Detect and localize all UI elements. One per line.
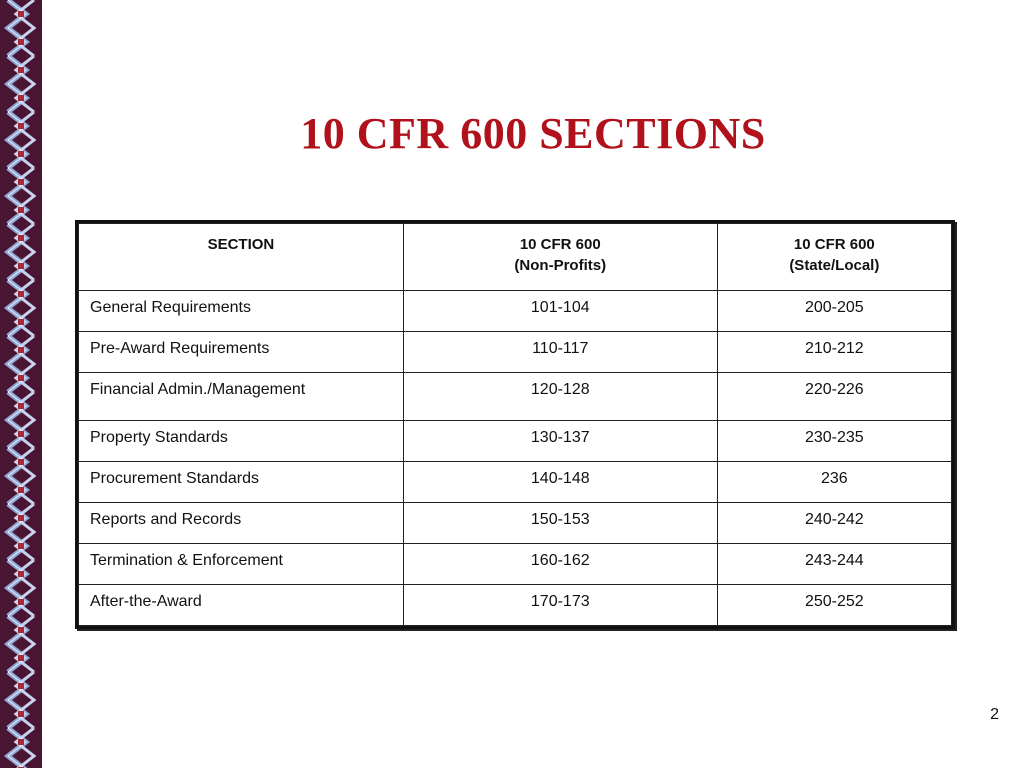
header-section: SECTION xyxy=(79,224,404,291)
table-row xyxy=(79,585,952,626)
header-state-local: 10 CFR 600 (State/Local) xyxy=(717,224,951,291)
row-section: Termination & Enforcement xyxy=(79,544,404,585)
row-nonprofit: 130-137 xyxy=(403,421,717,462)
row-section: General Requirements xyxy=(79,291,404,332)
table-row xyxy=(79,544,952,585)
row-state: 240-242 xyxy=(717,503,951,544)
table-row xyxy=(79,332,952,373)
row-state: 220-226 xyxy=(717,373,951,421)
row-nonprofit: 160-162 xyxy=(403,544,717,585)
row-state: 236 xyxy=(717,462,951,503)
row-section: Property Standards xyxy=(79,421,404,462)
table-row xyxy=(79,373,952,421)
sections-table xyxy=(75,220,955,629)
row-nonprofit: 170-173 xyxy=(403,585,717,626)
row-section: Procurement Standards xyxy=(79,462,404,503)
border-pattern xyxy=(0,0,42,768)
table-row xyxy=(79,421,952,462)
row-nonprofit: 140-148 xyxy=(403,462,717,503)
row-nonprofit: 110-117 xyxy=(403,332,717,373)
row-section: After-the-Award xyxy=(79,585,404,626)
table-row xyxy=(79,291,952,332)
row-section: Pre-Award Requirements xyxy=(79,332,404,373)
row-state: 230-235 xyxy=(717,421,951,462)
row-nonprofit: 101-104 xyxy=(403,291,717,332)
row-state: 200-205 xyxy=(717,291,951,332)
row-state: 250-252 xyxy=(717,585,951,626)
slide-title: 10 CFR 600 SECTIONS xyxy=(300,109,766,158)
header-nonprofits: 10 CFR 600 (Non-Profits) xyxy=(403,224,717,291)
row-nonprofit: 120-128 xyxy=(403,373,717,421)
table-header-row xyxy=(79,224,952,291)
page-number: 2 xyxy=(990,706,999,723)
row-state: 243-244 xyxy=(717,544,951,585)
row-section: Financial Admin./Management xyxy=(79,373,404,421)
table-row xyxy=(79,503,952,544)
row-state: 210-212 xyxy=(717,332,951,373)
decorative-border xyxy=(0,0,42,768)
table-row xyxy=(79,462,952,503)
row-section: Reports and Records xyxy=(79,503,404,544)
row-nonprofit: 150-153 xyxy=(403,503,717,544)
